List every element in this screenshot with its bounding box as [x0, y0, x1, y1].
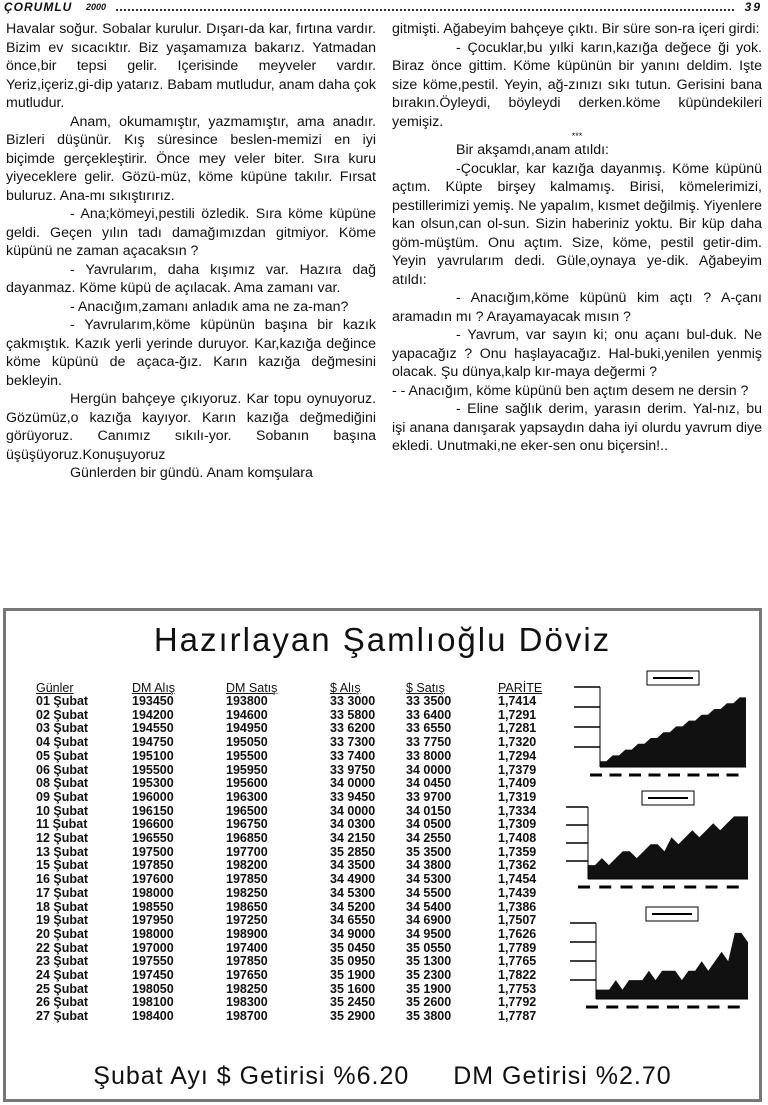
table-cell: 19 Şubat: [36, 913, 89, 928]
table-cell: 33 9750: [330, 762, 376, 777]
table-cell: 34 3500: [330, 858, 376, 873]
table-cell: 34 0300: [330, 817, 376, 832]
table-cell: 198000: [132, 926, 174, 941]
table-cell: 1,7408: [498, 831, 537, 846]
table-cell: 197850: [132, 858, 174, 873]
table-cell: 33 6400: [406, 707, 452, 722]
table-cell: 1,7320: [498, 735, 537, 750]
table-cell: 33 5800: [330, 707, 376, 722]
table-cell: 196500: [226, 803, 268, 818]
magazine-brand: ÇORUMLU: [4, 0, 73, 14]
table-row: [36, 1010, 578, 1024]
table-cell: 1,7787: [498, 1009, 537, 1024]
table-row: [36, 983, 578, 997]
table-row: [36, 996, 578, 1010]
table-cell: 34 0450: [406, 776, 452, 791]
table-cell: 1,7507: [498, 913, 537, 928]
table-cell: 196300: [226, 789, 268, 804]
table-row: [36, 873, 578, 887]
table-cell: 197400: [226, 940, 268, 955]
table-cell: 1,7281: [498, 721, 537, 736]
table-cell: 04 Şubat: [36, 735, 89, 750]
table-cell: 194750: [132, 735, 174, 750]
table-cell: 195600: [226, 776, 268, 791]
paragraph: - Ana;kömeyi,pestili özledik. Sıra köme küpüne geldi. Geçen yılın tadı damağımızdan gitmiyor. Köme küpünü ne zaman açacaksın ?: [6, 206, 376, 259]
area-fill: [588, 816, 748, 879]
table-cell: 35 0450: [330, 940, 376, 955]
paragraph: Havalar soğur. Sobalar kurulur. Dışarı-da kar, fırtına vardır. Bizim ev sıcacıktır. Biz yaşamamıza bakarız. Yatmadan önce,bir tepsi gelir. Içerisinde meyveler vardır. Yeriz,içeriz,gi-dip yatarız. Babam mutludur, anam daha çok mutludur.: [6, 21, 376, 111]
table-cell: 197950: [132, 913, 174, 928]
table-cell: 198550: [132, 899, 174, 914]
table-cell: 33 9450: [330, 789, 376, 804]
paragraph: - Yavrularım,köme küpünün başına bir kazık çakmıştık. Kazık yerli yerinde duruyor. Kar,kazığa değince köme küpünü de açaca-ğız. Karın kazığa değmesini bekleyin.: [6, 317, 376, 389]
table-row: [36, 887, 578, 901]
header-dotted-rule: [116, 9, 734, 11]
table-cell: 33 6200: [330, 721, 376, 736]
table-cell: 12 Şubat: [36, 831, 89, 846]
page-number: 39: [744, 0, 762, 14]
table-cell: 196000: [132, 789, 174, 804]
returns-summary: [6, 1062, 759, 1091]
table-cell: 1,7409: [498, 776, 537, 791]
paragraph: Hergün bahçeye çıkıyoruz. Kar topu oynuyoruz. Gözümüz,o kazığa kayıyor. Karın kazığa değmediğini görüyoruz. Canımız sıkılı-yor. Sobanın başına üşüşüyoruz.Konuşuyoruz: [6, 391, 376, 463]
table-body: [36, 695, 578, 1024]
table-cell: 195500: [226, 748, 268, 763]
table-cell: 34 9000: [330, 926, 376, 941]
table-row: [36, 942, 578, 956]
table-cell: 35 2850: [330, 844, 376, 859]
table-cell: 1,7454: [498, 872, 537, 887]
column-header: PARİTE: [498, 681, 543, 695]
table-cell: 195950: [226, 762, 268, 777]
table-cell: 1,7753: [498, 981, 537, 996]
table-cell: 194600: [226, 707, 268, 722]
table-cell: 35 2600: [406, 995, 452, 1010]
table-cell: 198300: [226, 995, 268, 1010]
table-cell: 35 3500: [406, 844, 452, 859]
table-cell: 196600: [132, 817, 174, 832]
table-cell: 198250: [226, 981, 268, 996]
table-cell: 35 1900: [330, 968, 376, 983]
table-cell: 193450: [132, 694, 174, 708]
table-cell: 33 3500: [406, 694, 452, 708]
table-cell: 34 5300: [330, 885, 376, 900]
table-cell: 06 Şubat: [36, 762, 89, 777]
table-header-row: [36, 681, 578, 695]
table-cell: 1,7319: [498, 789, 537, 804]
table-cell: 33 8000: [406, 748, 452, 763]
table-cell: 17 Şubat: [36, 885, 89, 900]
paragraph: Bir akşamdı,anam atıldı:: [456, 142, 609, 158]
table-cell: 1,7291: [498, 707, 537, 722]
table-row: [36, 846, 578, 860]
table-cell: 193800: [226, 694, 268, 708]
table-cell: 10 Şubat: [36, 803, 89, 818]
table-cell: 194200: [132, 707, 174, 722]
currency-box-title: Hazırlayan Şamlıoğlu Döviz: [153, 621, 612, 658]
paragraph: - Yavrum, var sayın ki; onu açanı bul-duk. Ne yapacağız ? Onu haşlayacağız. Hal-buki,yenilen yenmiş olacak. Şu dünya,kalp kır-maya değermi ?: [392, 327, 762, 380]
area-chart: [570, 907, 748, 1007]
currency-box: [3, 608, 762, 1102]
table-cell: 35 2450: [330, 995, 376, 1010]
table-row: [36, 818, 578, 832]
table-cell: 1,7379: [498, 762, 537, 777]
table-cell: 1,7386: [498, 899, 537, 914]
table-row: [36, 709, 578, 723]
usd-return-text: Şubat Ayı $ Getirisi %6.20: [93, 1062, 410, 1090]
paragraph: - Çocuklar,bu yılki karın,kazığa değece ği yok. Biraz önce gittim. Köme küpünün bir yanını deldim. Işte size köme,pestil. Yeyin, ağ-zınızı sıkı tutun. Gerisini bana bırakın.Öyleydi, böyleydi derken.köme küpündekileri yemişiz.: [392, 39, 762, 130]
table-cell: 197250: [226, 913, 268, 928]
column-header: Günler: [36, 681, 74, 695]
table-cell: 197500: [132, 844, 174, 859]
column-header: DM Satış: [226, 681, 278, 695]
table-row: [36, 969, 578, 983]
table-cell: 1,7765: [498, 954, 537, 969]
paragraph: Günlerden bir gündü. Anam komşulara: [70, 465, 313, 481]
table-cell: 34 0000: [330, 776, 376, 791]
table-cell: 198000: [132, 885, 174, 900]
table-cell: 1,7414: [498, 694, 537, 708]
table-cell: 35 2900: [330, 1009, 376, 1024]
table-cell: 1,7439: [498, 885, 537, 900]
table-cell: 08 Şubat: [36, 776, 89, 791]
table-cell: 26 Şubat: [36, 995, 89, 1010]
table-cell: 35 1900: [406, 981, 452, 996]
table-row: [36, 764, 578, 778]
table-cell: 20 Şubat: [36, 926, 89, 941]
table-cell: 1,7789: [498, 940, 537, 955]
table-cell: 195500: [132, 762, 174, 777]
table-row: [36, 859, 578, 873]
table-cell: 13 Şubat: [36, 844, 89, 859]
table-cell: 33 6550: [406, 721, 452, 736]
table-row: [36, 695, 578, 709]
paragraph: - Yavrularım, daha kışımız var. Hazıra dağ dayanmaz. Köme küpü de açılacak. Ama zamanı var.: [6, 261, 376, 296]
table-cell: 34 3800: [406, 858, 452, 873]
table-cell: 195050: [226, 735, 268, 750]
table-cell: 195100: [132, 748, 174, 763]
table-cell: 34 0000: [406, 762, 452, 777]
table-cell: 1,7309: [498, 817, 537, 832]
table-cell: 34 5200: [330, 899, 376, 914]
table-cell: 34 5400: [406, 899, 452, 914]
table-cell: 09 Şubat: [36, 789, 89, 804]
table-row: [36, 777, 578, 791]
dm-return-text: DM Getirisi %2.70: [453, 1062, 672, 1090]
table-cell: 34 9500: [406, 926, 452, 941]
table-cell: 1,7359: [498, 844, 537, 859]
table-cell: 05 Şubat: [36, 748, 89, 763]
paragraph: - Eline sağlık derim, yarasın derim. Yal-nız, bu işi anana danışarak yapsaydın daha iyi olurdu yavrum diye ekledi. Unutmaki,ne eker-sen onu biçersin!..: [392, 401, 762, 454]
table-row: [36, 736, 578, 750]
paragraph: ***: [571, 131, 583, 141]
magazine-year: 2000: [86, 2, 107, 12]
table-row: [36, 805, 578, 819]
table-cell: 198900: [226, 926, 268, 941]
table-cell: 197600: [132, 872, 174, 887]
table-cell: 196750: [226, 817, 268, 832]
table-row: [36, 791, 578, 805]
column-header: $ Satış: [406, 681, 445, 695]
table-cell: 197550: [132, 954, 174, 969]
table-cell: 33 7300: [330, 735, 376, 750]
column-header: DM Alış: [132, 681, 176, 695]
table-cell: 198700: [226, 1009, 268, 1024]
table-cell: 35 0950: [330, 954, 376, 969]
table-cell: 196550: [132, 831, 174, 846]
table-cell: 15 Şubat: [36, 858, 89, 873]
table-cell: 24 Şubat: [36, 968, 89, 983]
table-cell: 197650: [226, 968, 268, 983]
table-cell: 198400: [132, 1009, 174, 1024]
table-cell: 198100: [132, 995, 174, 1010]
table-cell: 11 Şubat: [36, 817, 88, 832]
table-cell: 1,7626: [498, 926, 537, 941]
left-text-column: [6, 20, 376, 483]
table-cell: 1,7294: [498, 748, 537, 763]
table-cell: 198200: [226, 858, 268, 873]
table-cell: 198650: [226, 899, 268, 914]
table-cell: 27 Şubat: [36, 1009, 89, 1024]
table-row: [36, 955, 578, 969]
paragraph: - Anacığım,köme küpünü kim açtı ? A-çanı aramadın mı ? Arayamayacak mısın ?: [392, 290, 762, 325]
table-cell: 33 9700: [406, 789, 452, 804]
right-text-column: [392, 20, 762, 456]
table-cell: 34 6550: [330, 913, 376, 928]
table-cell: 35 1600: [330, 981, 376, 996]
table-cell: 196850: [226, 831, 268, 846]
area-chart: [566, 791, 748, 887]
currency-rates-table: [36, 681, 578, 1024]
table-cell: 34 2550: [406, 831, 452, 846]
table-cell: 34 0150: [406, 803, 452, 818]
paragraph: gitmişti. Ağabeyim bahçeye çıktı. Bir süre son-ra içeri girdi:: [392, 21, 760, 37]
table-cell: 22 Şubat: [36, 940, 89, 955]
area-fill: [596, 933, 748, 999]
table-cell: 33 3000: [330, 694, 376, 708]
table-cell: 03 Şubat: [36, 721, 89, 736]
table-cell: 16 Şubat: [36, 872, 89, 887]
table-cell: 1,7822: [498, 968, 537, 983]
paragraph: - Anacığım,zamanı anladık ama ne za-man?: [70, 298, 349, 315]
table-cell: 34 0000: [330, 803, 376, 818]
table-row: [36, 901, 578, 915]
table-cell: 34 6900: [406, 913, 452, 928]
area-chart: [574, 671, 746, 775]
table-cell: 197850: [226, 872, 268, 887]
table-cell: 25 Şubat: [36, 981, 89, 996]
table-cell: 33 7750: [406, 735, 452, 750]
table-cell: 1,7362: [498, 858, 537, 873]
table-cell: 194950: [226, 721, 268, 736]
table-cell: 01 Şubat: [36, 694, 89, 708]
table-cell: 34 2150: [330, 831, 376, 846]
table-cell: 18 Şubat: [36, 899, 89, 914]
table-row: [36, 750, 578, 764]
table-cell: 34 5300: [406, 872, 452, 887]
table-cell: 195300: [132, 776, 174, 791]
table-cell: 1,7792: [498, 995, 537, 1010]
table-cell: 196150: [132, 803, 174, 818]
table-cell: 34 0500: [406, 817, 452, 832]
table-cell: 35 2300: [406, 968, 452, 983]
table-cell: 197000: [132, 940, 174, 955]
table-cell: 197700: [226, 844, 268, 859]
trend-charts: [566, 667, 761, 1047]
table-cell: 197450: [132, 968, 174, 983]
paragraph: Anam, okumamıştır, yazmamıştır, ama anadır. Bizleri düşünür. Kış süresince beslen-memizi en iyi biçimde gerçekleştirir. Önce mey veler biter. Sıra kuru yiyeceklere gelir. Gözü-müz, köme küpüne takılır. Fırsat buluruz. Ana-mı sıkıştırırız.: [6, 113, 376, 204]
table-cell: 34 4900: [330, 872, 376, 887]
paragraph: - - Anacığım, köme küpünü ben açtım desem ne dersin ?: [392, 382, 749, 399]
table-cell: 34 5500: [406, 885, 452, 900]
table-cell: 33 7400: [330, 748, 376, 763]
table-row: [36, 928, 578, 942]
table-cell: 02 Şubat: [36, 707, 89, 722]
table-cell: 35 1300: [406, 954, 452, 969]
column-header: $ Alış: [330, 681, 361, 695]
table-cell: 35 0550: [406, 940, 452, 955]
table-row: [36, 722, 578, 736]
table-cell: 35 3800: [406, 1009, 452, 1024]
page-header: [0, 0, 768, 18]
table-cell: 194550: [132, 721, 174, 736]
table-cell: 197850: [226, 954, 268, 969]
table-cell: 198050: [132, 981, 174, 996]
paragraph: -Çocuklar, kar kazığa dayanmış. Köme küpünü açtım. Küpte birşey kalmamış. Birisi, kömelerimizi, pestillerimizi yemiş. Ne yapalım, kısmet değilmiş. Yiyenlere kan olsun,can ol-sun. Sizin haberiniz yoktu. Bir küp daha göm-müştüm. Onu açtım. Size, köme, pestil getir-dim. Yeyin yavrularım dedi. Güle,oynaya ye-dik. Ağabeyim atıldı:: [392, 160, 762, 288]
table-row: [36, 914, 578, 928]
area-fill: [600, 697, 746, 767]
table-cell: 1,7334: [498, 803, 537, 818]
table-cell: 198250: [226, 885, 268, 900]
table-cell: 23 Şubat: [36, 954, 89, 969]
table-row: [36, 832, 578, 846]
